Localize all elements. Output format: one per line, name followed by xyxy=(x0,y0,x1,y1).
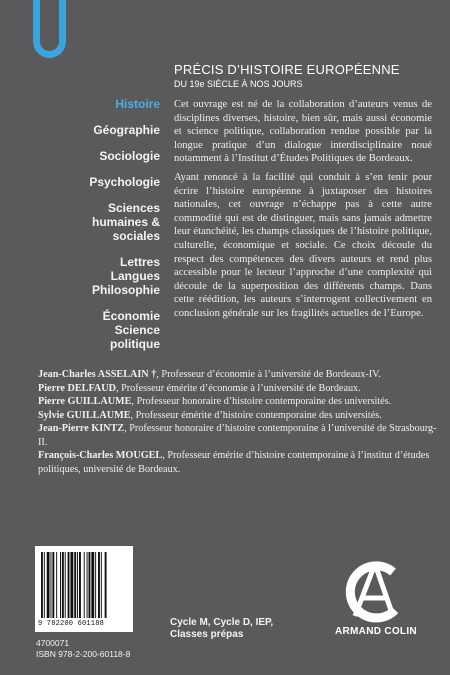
audience xyxy=(170,617,273,641)
series-u-logo-left-bar xyxy=(33,0,40,38)
author-name: Pierre DELFAUD xyxy=(38,382,116,394)
publisher-name: ARMAND COLIN xyxy=(335,626,417,637)
discipline-item: Psychologie xyxy=(89,175,160,189)
book-description xyxy=(174,98,432,326)
author-role: , Professeur honoraire d’histoire contemporaine des universités. xyxy=(131,396,392,407)
author-role: , Professeur honoraire d’histoire contemporaine à l’université de Strasbourg-II. xyxy=(38,423,437,448)
armand-colin-logo-icon xyxy=(335,558,415,628)
author-entry xyxy=(38,382,438,396)
author-entry xyxy=(38,409,438,423)
barcode-digits: 9 782200 601188 xyxy=(38,620,105,628)
book-subtitle: DU 19e SIÈCLE À NOS JOURS xyxy=(174,79,303,89)
discipline-item: Géographie xyxy=(93,123,160,137)
audience-line: Classes prépas xyxy=(170,629,244,640)
discipline-item: Sociologie xyxy=(99,149,160,163)
author-name: Jean-Pierre KINTZ xyxy=(38,423,125,434)
author-role: , Professeur émérite d’économie à l’université de Bordeaux. xyxy=(116,382,361,394)
author-list xyxy=(38,368,438,476)
discipline-item: Économie Science politique xyxy=(102,309,160,351)
discipline-item: Histoire xyxy=(115,97,160,111)
description-paragraph: Ayant renoncé à la facilité qui conduit à s’en tenir pour écrire l’histoire européenne à juxtaposer des histoires nationales, cet ouvrage n’échappe pas à cette autre commodité qui est de distinguer, mais sans jamais admettre leur étanchéité, les champs classiques de l’histoire politique, culturelle, économique et sociale. Ce choix découle du respect des compétences des divers auteurs et rend plus accessible pour le lecteur l’approche d’une complexité qui découle de la superposition des différents champs. Dans cette réédition, les auteurs s’interrogent collectivement en conclusion générale sur les fragilités actuelles de l’Europe. xyxy=(174,171,432,319)
barcode-bars-icon xyxy=(41,552,127,618)
discipline-item: Lettres Langues Philosophie xyxy=(91,255,160,297)
author-role: , Professeur d’économie à l’université de Bordeaux-IV. xyxy=(156,369,381,380)
isbn-number: ISBN 978-2-200-60118-8 xyxy=(36,649,131,659)
discipline-item: Sciences humaines & sociales xyxy=(91,201,160,243)
author-name: Pierre GUILLAUME xyxy=(38,396,132,407)
author-name: Sylvie GUILLAUME xyxy=(38,409,131,421)
author-entry xyxy=(38,449,438,476)
discipline-list xyxy=(70,97,160,363)
author-entry xyxy=(38,395,438,409)
author-role: , Professeur émérite d’histoire contemporaine à l’institut d’études politiques, université de Bordeaux. xyxy=(38,450,430,475)
author-name: Jean-Charles ASSELAIN † xyxy=(38,369,157,380)
author-name: François-Charles MOUGEL xyxy=(38,450,163,461)
internal-code: 4700071 xyxy=(36,638,70,648)
series-u-logo-right-bar xyxy=(59,0,66,38)
author-entry xyxy=(38,368,438,382)
author-entry xyxy=(38,422,438,449)
book-title: PRÉCIS D’HISTOIRE EUROPÉENNE xyxy=(174,62,400,77)
description-paragraph: Cet ouvrage est né de la collaboration d’auteurs venus de disciplines diverses, histoire, bien sûr, mais aussi économie et science politique, collaboration rendue possible par la longue pratique d’un dialogue interdisciplinaire noué notamment à l’Institut d’Études Politiques de Bordeaux. xyxy=(174,99,432,165)
product-codes xyxy=(36,638,130,660)
audience-line: Cycle M, Cycle D, IEP, xyxy=(170,617,274,628)
author-role: , Professeur émérite d’histoire contemporaine des universités. xyxy=(130,409,382,421)
barcode xyxy=(35,546,133,632)
